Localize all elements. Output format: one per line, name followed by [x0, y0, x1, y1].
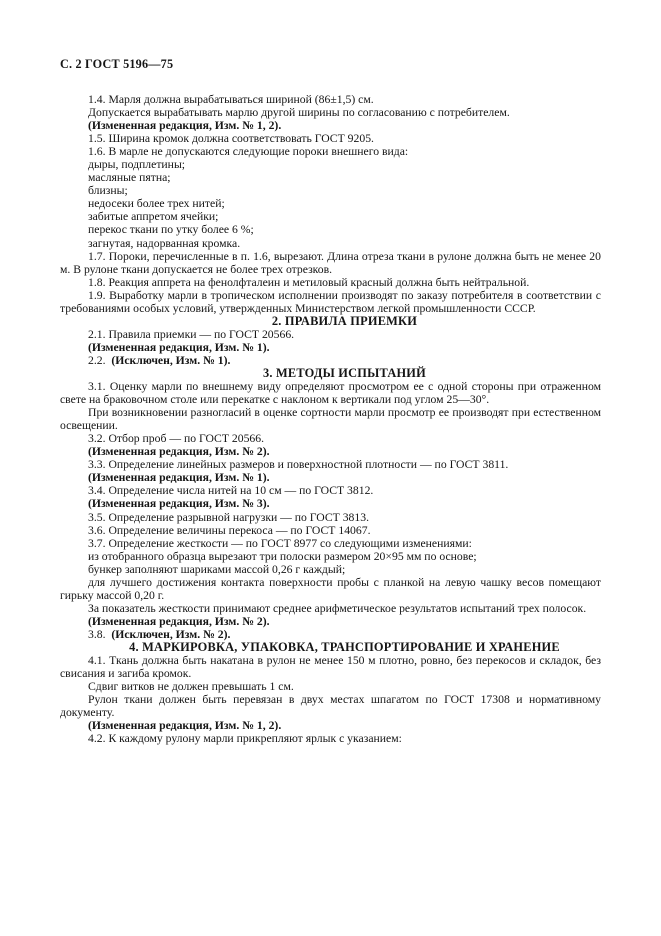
- para-1-4: 1.4. Марля должна вырабатываться шириной (86±1,5) см.: [88, 93, 374, 106]
- document-body: [60, 93, 601, 745]
- section-heading-3: 3. МЕТОДЫ ИСПЫТАНИЙ: [263, 365, 426, 380]
- revision-note: (Измененная редакция, Изм. № 1, 2).: [88, 119, 282, 133]
- para-4-1-a: Сдвиг витков не должен превышать 1 см.: [88, 680, 294, 694]
- defect-item: близны;: [88, 184, 128, 198]
- revision-note: (Измененная редакция, Изм. № 3).: [88, 497, 270, 511]
- defect-item: забитые аппретом ячейки;: [88, 210, 219, 224]
- para-3-7-a: из отобранного образца вырезают три полоски размером 20×95 мм по основе;: [88, 549, 477, 563]
- para-1-6: 1.6. В марле не допускаются следующие пороки внешнего вида:: [88, 145, 409, 159]
- para-2-2-number: 2.2.: [88, 353, 106, 367]
- defect-item: загнутая, надорванная кромка.: [88, 236, 241, 250]
- para-3-5: 3.5. Определение разрывной нагрузки — по ГОСТ 3813.: [88, 510, 370, 524]
- para-3-7: 3.7. Определение жесткости — по ГОСТ 8977 со следующими изменениями:: [88, 536, 472, 550]
- para-2-2-text: (Исключен, Изм. № 1).: [111, 353, 231, 367]
- para-3-4: 3.4. Определение числа нитей на 10 см — по ГОСТ 3812.: [88, 484, 374, 498]
- revision-note: (Измененная редакция, Изм. № 1).: [88, 340, 270, 354]
- defect-item: масляные пятна;: [88, 171, 171, 185]
- para-3-7-c: для лучшего достижения контакта поверхности пробы с планкой на левую чашку весов помещают гирьку массой 0,20 г.: [60, 575, 601, 602]
- revision-note: (Измененная редакция, Изм. № 1, 2).: [88, 719, 282, 733]
- para-1-4-cont: Допускается вырабатывать марлю другой ширины по согласованию с потребителем.: [88, 106, 510, 120]
- revision-note: (Измененная редакция, Изм. № 2).: [88, 614, 270, 628]
- para-1-8: 1.8. Реакция аппрета на фенолфталеин и метиловый красный должна быть нейтральной.: [88, 275, 530, 289]
- para-3-1-cont: При возникновении разногласий в оценке сортности марли просмотр ее производят при естественном освещении.: [60, 406, 601, 433]
- para-2-1: 2.1. Правила приемки — по ГОСТ 20566.: [88, 327, 295, 341]
- page-header: С. 2 ГОСТ 5196—75: [60, 57, 174, 71]
- para-1-9: 1.9. Выработку марли в тропическом исполнении производят по заказу потребителя в соответствии с требованиями особых условий, утвержденных Министерством легкой промышленности СССР.: [60, 288, 601, 315]
- para-3-7-d: За показатель жесткости принимают среднее арифметическое результатов испытаний трех полосок.: [88, 601, 587, 615]
- defect-item: недосеки более трех нитей;: [88, 197, 225, 211]
- para-1-5: 1.5. Ширина кромок должна соответствовать ГОСТ 9205.: [88, 132, 374, 146]
- para-4-1-b: Рулон ткани должен быть перевязан в двух местах шпагатом по ГОСТ 17308 и нормативному документу.: [60, 693, 601, 720]
- para-1-7: 1.7. Пороки, перечисленные в п. 1.6, вырезают. Длина отреза ткани в рулоне должна быть не менее 20 м. В рулоне ткани допускается не более трех отрезков.: [60, 249, 601, 276]
- para-4-2: 4.2. К каждому рулону марли прикрепляют ярлык с указанием:: [88, 732, 402, 746]
- para-3-2: 3.2. Отбор проб — по ГОСТ 20566.: [88, 432, 265, 446]
- defect-item: дыры, подплетины;: [88, 158, 186, 172]
- defect-list: [60, 158, 601, 249]
- para-3-6: 3.6. Определение величины перекоса — по ГОСТ 14067.: [88, 523, 371, 537]
- para-3-8: [60, 628, 601, 641]
- section-heading-2: 2. ПРАВИЛА ПРИЕМКИ: [271, 313, 418, 328]
- para-4-1: 4.1. Ткань должна быть накатана в рулон не менее 150 м плотно, ровно, без перекосов и складок, без свисания и загиба кромок.: [60, 654, 601, 681]
- para-3-8-number: 3.8.: [88, 627, 106, 641]
- defect-item: перекос ткани по утку более 6 %;: [88, 223, 254, 237]
- revision-note: (Измененная редакция, Изм. № 1).: [88, 471, 270, 485]
- revision-note: (Измененная редакция, Изм. № 2).: [88, 445, 270, 459]
- para-3-7-b: бункер заполняют шариками массой 0,26 г каждый;: [88, 562, 346, 576]
- para-3-1: 3.1. Оценку марли по внешнему виду определяют просмотром ее с одной стороны при отраженном свете на браковочном столе или перекатке с наклоном к вертикали под углом 25—30°.: [60, 380, 601, 407]
- para-3-3: 3.3. Определение линейных размеров и поверхностной плотности — по ГОСТ 3811.: [88, 458, 509, 472]
- para-3-8-text: (Исключен, Изм. № 2).: [111, 627, 231, 641]
- section-heading-4: 4. МАРКИРОВКА, УПАКОВКА, ТРАНСПОРТИРОВАНИЕ И ХРАНЕНИЕ: [129, 639, 560, 654]
